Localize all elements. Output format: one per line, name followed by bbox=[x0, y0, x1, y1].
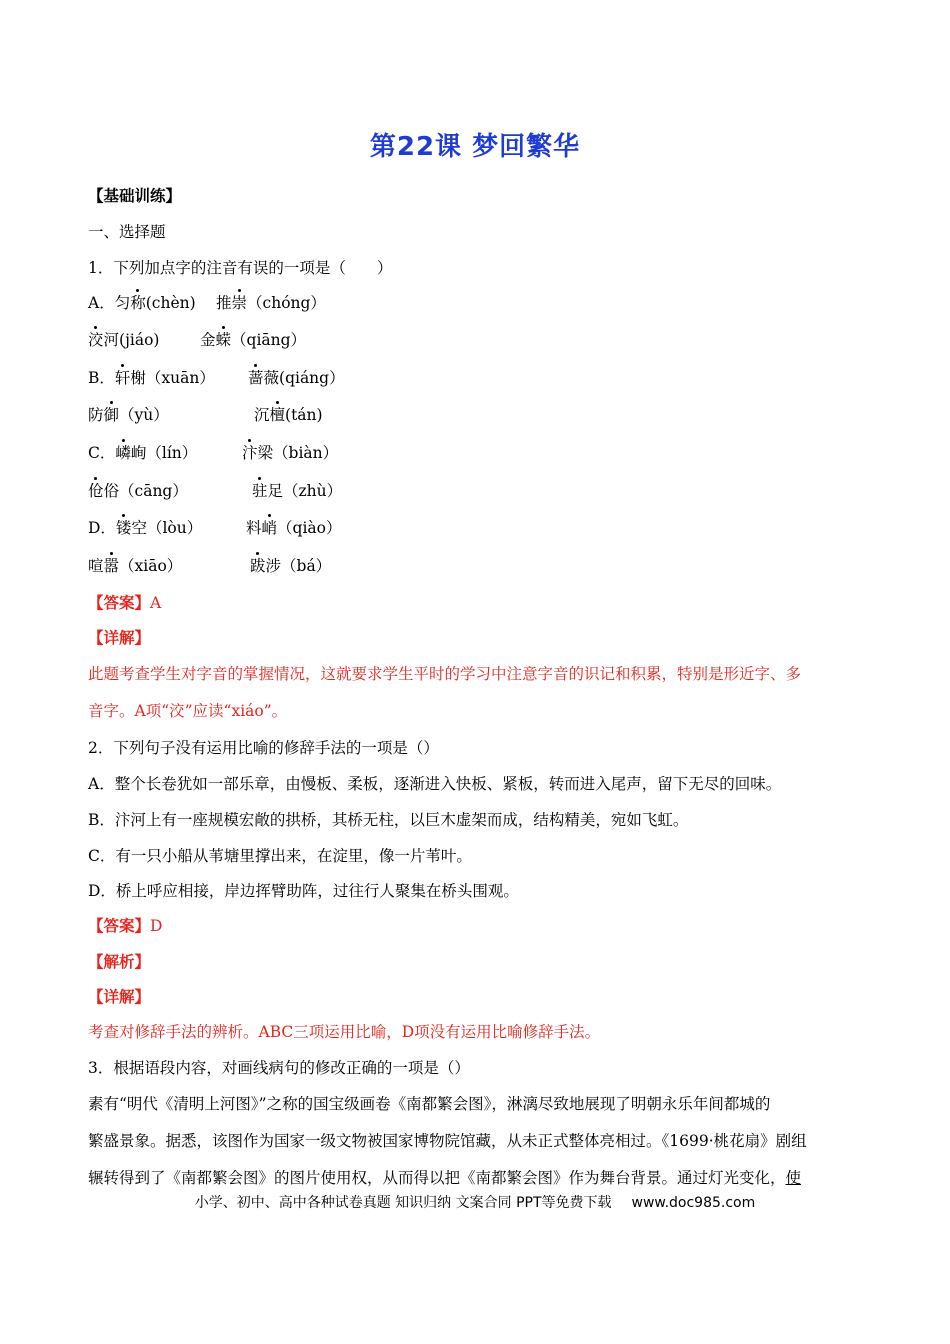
q3-passage-line1: 素有“明代《清明上河图》”之称的国宝级画卷《南都繁会图》，淋漓尽致地展现了明朝永乐年间都城的 bbox=[88, 1095, 771, 1113]
q1-detail-label: 【详解】 bbox=[88, 628, 151, 647]
q1-answer: 【答案】A bbox=[88, 593, 162, 612]
q3-passage-line2: 繁盛景象。据悉，该图作为国家一级文物被国家博物院馆藏，从未正式整体亮相过。《1699·桃花扇》剧组 bbox=[88, 1132, 807, 1150]
dotted-char: 伧 bbox=[88, 482, 104, 500]
q1-option-d-row2: 喧嚣（xiāo） 跋涉（bá） bbox=[88, 557, 332, 575]
dotted-char: 轩 bbox=[114, 369, 131, 387]
q1-option-c: C．嶙峋（lín） 汴梁（biàn） bbox=[88, 444, 339, 462]
dotted-char: 嚣 bbox=[103, 557, 120, 575]
dotted-char: 峭 bbox=[261, 519, 278, 537]
dotted-char: 蔷 bbox=[248, 369, 264, 387]
q1-option-d: D．镂空（lòu） 料峭（qiào） bbox=[88, 519, 342, 537]
page-footer bbox=[0, 1192, 950, 1212]
q1-option-a-row2: 洨河(jiáo) 金蝾（qiāng） bbox=[88, 331, 307, 349]
q2-option-a: A．整个长卷犹如一部乐章，由慢板、柔板，逐渐进入快板、紧板，转而进入尾声，留下无尽的回味。 bbox=[88, 775, 782, 793]
dotted-char: 檀 bbox=[269, 406, 286, 424]
q2-answer: 【答案】D bbox=[88, 916, 163, 935]
footer-url[interactable]: www.doc985.com bbox=[631, 1195, 756, 1211]
dotted-char: 跋 bbox=[250, 557, 266, 575]
q3-stem: 3．根据语段内容，对画线病句的修改正确的一项是（） bbox=[88, 1059, 470, 1077]
q1-option-b-row2: 防御（yù） 沉檀(tán) bbox=[88, 406, 323, 424]
q2-option-b: B．汴河上有一座规模宏敞的拱桥，其桥无柱，以巨木虚架而成，结构精美，宛如飞虹。 bbox=[88, 811, 689, 829]
q2-analysis-label: 【解析】 bbox=[88, 952, 151, 971]
dotted-char: 洨 bbox=[88, 331, 104, 349]
q1-option-c-row2: 伧俗（cāng） 驻足（zhù） bbox=[88, 482, 343, 500]
underlined-text: 使 bbox=[785, 1169, 802, 1187]
part-heading: 一、选择题 bbox=[88, 223, 166, 241]
q3-passage-line3: 辗转得到了《南都繁会图》的图片使用权，从而得以把《南都繁会图》作为舞台背景。通过灯光变化，使 bbox=[88, 1169, 802, 1187]
q1-stem: 1．下列加点字的注音有误的一项是（ ） bbox=[88, 259, 393, 277]
dotted-char: 驻 bbox=[252, 482, 268, 500]
q2-option-c: C．有一只小船从苇塘里撑出来，在淀里，像一片苇叶。 bbox=[88, 847, 472, 865]
q1-option-b: B．轩榭（xuān） 蔷薇(qiáng） bbox=[88, 369, 345, 387]
q2-option-d: D．桥上呼应相接，岸边挥臂助阵，过往行人聚集在桥头围观。 bbox=[88, 882, 519, 900]
dotted-char: 汴 bbox=[242, 444, 258, 462]
dotted-char: 嶙 bbox=[115, 444, 131, 462]
dotted-char: 称 bbox=[130, 294, 146, 312]
q1-detail-line1: 此题考查学生对字音的掌握情况，这就要求学生平时的学习中注意字音的识记和积累，特别是形近字、多 bbox=[88, 665, 802, 683]
q1-detail-line2: 音字。A项“洨”应读“xiáo”。 bbox=[88, 702, 288, 720]
dotted-char: 崇 bbox=[231, 294, 248, 312]
q2-detail: 考查对修辞手法的辨析。ABC三项运用比喻，D项没有运用比喻修辞手法。 bbox=[88, 1023, 601, 1041]
footer-text: 小学、初中、高中各种试卷真题 知识归纳 文案合同 PPT等免费下载 bbox=[194, 1195, 612, 1211]
dotted-char: 御 bbox=[103, 406, 120, 424]
q1-option-a: A．匀称(chèn) 推崇（chóng） bbox=[88, 294, 326, 312]
q2-detail-label: 【详解】 bbox=[88, 987, 151, 1006]
dotted-char: 蝾 bbox=[215, 331, 232, 349]
section-heading: 【基础训练】 bbox=[88, 186, 182, 205]
q2-stem: 2．下列句子没有运用比喻的修辞手法的一项是（） bbox=[88, 739, 439, 757]
dotted-char: 镂 bbox=[115, 519, 132, 537]
page-title: 第22课 梦回繁华 bbox=[369, 132, 581, 162]
